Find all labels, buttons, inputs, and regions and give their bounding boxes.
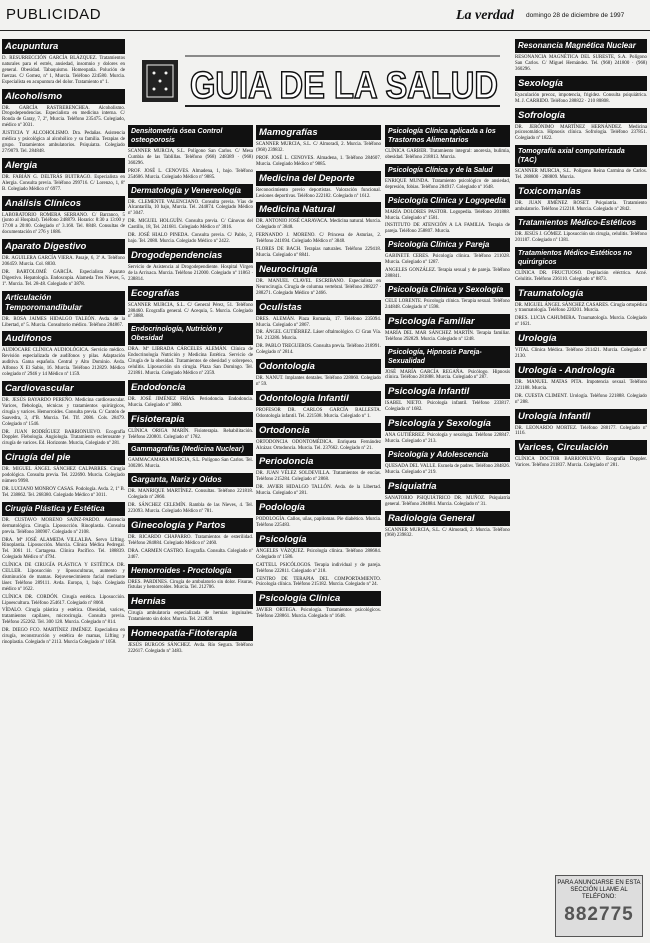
classified-ad: ORTODONCIA ODONTOMÉDICA. Enriqueta Fernández Alcázar. Ortodoncia. Murcia. Tel. 237662. Colegiado nº 21.: [256, 439, 381, 451]
classified-ad: DR. JOSÉ JIMÉNEZ FRÍAS. Periodoncia. Endodoncia. Murcia. Colegiado nº 3880.: [128, 396, 253, 408]
category-heading: Psicología Clínica aplicada a los Trastornos Alimentarios: [385, 125, 510, 147]
category-heading: Aparato Digestivo: [2, 239, 125, 254]
category-heading: Urología: [515, 331, 647, 346]
section-title: PUBLICIDAD: [6, 6, 102, 23]
classified-ad: DRA. CARMEN CASTRO. Ecografía. Consulta. Colegiado nº 2467.: [128, 548, 253, 560]
classified-ad: JAVIER ORTEGA. Psicología. Tratamientos psicológicos. Teléfono 228861. Murcia. Colegiado nº 1648.: [256, 608, 381, 620]
classified-ad: DR. MANUEL CLAVEL ESCRIBANO. Especialista en Neurocirugía. Cirugía de columna vertebral. Teléfono 288227 · 288271. Colegiado Médico nº 2466.: [256, 278, 381, 296]
classified-ad: DR. JUAN VÉLEZ SOLDEVILLA. Tratamientos de encías. Teléfono 215284. Colegiado nº 2868.: [256, 471, 381, 483]
category-heading: Radiología General: [385, 511, 510, 526]
category-heading: Urología Infantil: [515, 409, 647, 424]
classified-ad: Reconocimiento previo deportistas. Valoración funcional. Lesiones deportivas. Teléfono 222182. Colegiado nº 1612.: [256, 187, 381, 199]
classified-ad: GABINETE CERES. Psicología clínica. Teléfono 211028. Murcia. Colegiado nº 1287.: [385, 254, 510, 266]
classified-ad: D. RESURRECCIÓN GARCÍA BLÁZQUEZ. Tratamientos naturales para el estrés, ansiedad, insomnio y dolores en general. Obesidad. Tabaquismo. Homeopatía. Polución de fuerzas. C/ Gomez, nº 1, Murcia. Teléfono 224580. Murcia. Especialista en acupuntura del dolor. Tratamiento nº 1.: [2, 56, 125, 85]
category-heading: Sofrología: [515, 108, 647, 123]
category-heading: Endodoncia: [128, 380, 253, 395]
stamp-text: PARA ANUNCIARSE EN ESTA SECCIÓN LLAME AL TELÉFONO:: [557, 880, 641, 900]
classified-ad: MARÍA DEL MAR SÁNCHEZ MARTÍN. Terapia familiar. Teléfono 292829. Murcia. Colegiado nº 1248.: [385, 330, 510, 342]
classified-ad: DR. MIGUEL ÁNGEL SÁNCHEZ CALPARRES. Cirugía podológica. Consulta previa. Tel. 222690. Murcia. Colegiado número 9998.: [2, 467, 125, 485]
category-heading: Articulación Temporomandibular: [2, 291, 125, 315]
classified-ad: DRES. PARDINES. Cirugía de ambulatorio sin dolor. Fisuras, fístulas y hemorroides. Murcia. Tel. 212706.: [128, 579, 253, 591]
classified-ad: DRA. Mª JOSÉ ALAMEDA VILLALBA. Servo Lifting. Rinoplastia. Liposucción. Murcia. Clínica Médica Pedregal. Tel. 3061 11. Cartagena. Clínica Pacífico. Tel. 188839. Colegiado Médico nº 4794.: [2, 537, 125, 561]
category-heading: Psicología Clínica y Logopedia: [385, 194, 510, 208]
classified-ad: DR. BARTOLOMÉ GARCÍA. Especialista Aparato Digestivo. Hepatología. Endoscopia. Alameda Tres Nieves, 5, 1º. Murcia. Tel. 28-48. Colegiado nº 3878.: [2, 269, 125, 287]
classified-ad: DR. NANUT. Implantes dentales. Teléfono 228060. Colegiado nº 59.: [256, 376, 381, 387]
classified-ad: SANATORIO PSIQUIÁTRICO DR. MUÑOZ. Psiquiatría general. Teléfono 284884. Murcia. Colegiado nº 31.: [385, 495, 510, 507]
classified-ad: DR. CUESTA CLIMENT. Urología. Teléfono 221888. Colegiado nº 288.: [515, 393, 647, 405]
classified-ad: Eyaculación precoz, impotencia, frigidez. Consulta psiquiátrica. M. J. CARRIDO. Teléfono 288822 · 210 80808.: [515, 92, 647, 104]
category-heading: Psicología Clínica y Sexología: [385, 283, 510, 297]
category-heading: Psicología Familiar: [385, 314, 510, 329]
classified-ad: SCANNER MURCIA, S.L. Polígono San Carlos. C/ Mesa Cumbia de las Tablillas. Teléfono (968) 248389 · (968) 360296.: [128, 149, 253, 166]
classified-ad: PROF. JOSÉ L. CENOVES. Almadena, 1. Teléfono 284607. Murcia. Colegiado Médico nº 9885.: [256, 155, 381, 167]
classified-ad: SCANNER MURCIA, S.L. C/ Almoradí, 2. Murcia. Teléfono (968) 239832.: [256, 142, 381, 153]
classified-ad: DR. JUAN RODRÍGUEZ BARRIONUEVO. Ecografía Doppler. Flebología. Angiología. Tratamiento esclerosante y cirugía de varices. Ed. Horizonte. Murcia, Colegiado nº 281.: [2, 429, 125, 447]
newspaper-name: La verdad: [456, 8, 514, 23]
classified-ad: DR. JOSÉ HIALO PINEDA. Consulta previa. C/ Pablo, 2, bajo. Tel. 2080. Murcia. Colegiado Médico nº 2422.: [128, 233, 253, 244]
category-heading: Cirugía Plástica y Estética: [2, 502, 125, 516]
category-heading: Acupuntura: [2, 39, 125, 54]
category-heading: Periodoncia: [256, 454, 381, 469]
classified-ad: Cirugía ambulatoria especializada de hernias inguinales. Tratamiento sin dolor. Murcia. Tel. 212839.: [128, 611, 253, 623]
classified-ad: ANGELES GONZÁLEZ. Terapia sexual y de pareja. Teléfono 288841.: [385, 268, 510, 279]
classified-ad: CLÍNICA DR. FRUCTUOSO. Depilación eléctrica. Acné. Celulitis. Teléfono 236110. Colegiado nº 8873.: [515, 270, 647, 282]
category-heading: Ginecología y Partos: [128, 518, 253, 533]
classified-ad: PODOLOGÍA. Callos, uñas, papilomas. Pie diabético. Murcia. Teléfono 225483.: [256, 517, 381, 528]
classified-ad: DR. LUCIANO MONROY CASAS. Podología. Avda. 2, 1º B. Tel. 238862. Tel. 268380. Colegiado Médico nº 3011.: [2, 486, 125, 498]
classified-ad: ÁNGELES VÁZQUEZ. Psicología clínica. Teléfono 288684. Colegiado nº 1586.: [256, 548, 381, 560]
category-heading: Psicología Clínica y de la Salud: [385, 164, 510, 177]
classified-ad: VITAL Clínica Médica. Teléfono 211421. Murcia. Colegiado nº 2130.: [515, 348, 647, 360]
column-5: [515, 36, 647, 940]
classified-ad: DR. PABLO TREGUEROS. Consulta previa. Teléfono 218991. Colegiado nº 2814.: [256, 344, 381, 356]
category-heading: Psicología Infantil: [385, 384, 510, 399]
classified-ad: CLÍNICA DE CIRUGÍA PLÁSTICA Y ESTÉTICA DR. CELLER. Liposucción y liposuculturas, aumento y disminución de mamas. Rejuvenecimiento facial mediante láser. Teléfono 289111. Avda. Europa, 1, bajo. Colegiado médico nº 1622.: [2, 563, 125, 592]
classified-ad: QUESADA DEL VALLE. Escuela de padres. Teléfono 284826. Murcia. Colegiado nº 219.: [385, 463, 510, 475]
category-heading: Psicología Clínica: [256, 591, 381, 606]
classified-ad: SCANNER MURCIA, S.L. Polígono Reina Carmina de Carlos. Tel. 288800 · 288809. Murcia.: [515, 169, 647, 181]
classified-ad: DR. MIGUEL ÁNGEL SÁNCHEZ CASARES. Cirugía ortopédica y traumatología. Teléfono 220201. Murcia.: [515, 302, 647, 314]
classified-ad: DR. AGUILERA GARCÍA VIERA. Pasaje, 6, 3º A. Teléfono 206459. Murcia. Col. 8830.: [2, 256, 125, 268]
classified-ad: INSTITUTO DE ATENCIÓN A LA FAMILIA. Terapia de pareja. Teléfono 258807. Murcia.: [385, 223, 510, 235]
classified-ad: DR. RICARDO CHAPARRO. Tratamientos de esterilidad. Teléfono 284884. Colegiado Médico nº 2460.: [128, 534, 253, 546]
classified-ad: CENTRO DE TERAPIA DEL COMPORTAMIENTO. Psicología clínica. Teléfono 215182. Murcia. Colegiado nº 24.: [256, 576, 381, 588]
category-heading: Densitometría ósea Control osteoporosis: [128, 125, 253, 147]
advertise-stamp: [555, 875, 643, 937]
category-heading: Hernias: [128, 594, 253, 609]
classified-ad: ENRIQUE MUNDA. Tratamiento psicológico de ansiedad, depresión, fobias. Teléfono 284917. Colegiado nº 1648.: [385, 178, 510, 190]
classified-ad: DRA. Mª LIBRADA CÁRCELES ALEMÁN. Clínica de Endocrinología Nutrición y Medicina Estética. Servicio de Cirugía de la obesidad. Tratamientos de obesidad y sobrepeso, celulitis. Liposucción sin cirugía. Plaza San Domingo. Tel. 221861. Murcia. Colegiado Médico nº 2359.: [128, 347, 253, 376]
classified-ad: JUSTICIA Y ALCOHOLISMO. Dra. Pedañas. Asistencia médica y psicológica al alcohólico y su familia. Terapias de grupo. Tratamientos ambulatorios. Psiquiatra. Colegiado 27/9079. Tel. 284848.: [2, 131, 125, 154]
classified-ad: MARÍA DOLORES PASTOR. Logopedia. Teléfono 201888. Murcia. Colegiado nº 1581.: [385, 209, 510, 221]
category-heading: Psicología y Sexología: [385, 416, 510, 431]
classified-ad: DR. JAVIER HIDALGO TALLÓN. Avda. de la Libertad. Murcia. Colegiado nº 281.: [256, 485, 381, 497]
category-heading: Psicología Clínica y Pareja: [385, 238, 510, 252]
category-heading: Ecografías: [128, 286, 253, 301]
category-heading: Resonancia Magnética Nuclear: [515, 39, 647, 53]
category-heading: Garganta, Nariz y Oídos: [128, 473, 253, 487]
category-heading: Cardiovascular: [2, 381, 125, 396]
classified-ad: CLÍNICA ORIGA MARÍN. Fisioterapia. Rehabilitación. Teléfono 220801. Colegiado nº 1782.: [128, 428, 253, 440]
classified-ad: RESONANCIA MAGNÉTICA DEL SURESTE, S.A. Polígono San Carlos. C/ Miguel Hernández. Tel. (968) 241800 · (968) 360296.: [515, 55, 647, 72]
category-heading: Homeopatía-Fitoterapia: [128, 626, 253, 641]
classified-ad: JOSÉ MARÍA GARCÍA REGAÑA. Psicólogo. Hipnosis clínica. Teléfono 281888. Murcia. Colegiado nº 287.: [385, 369, 510, 381]
classified-ad: DR. CUSTAVO MORENO SAINZ-PARDO. Asistencia dermatológica. Cirugía. Liposucción. Rinoplastia. Consulta previa. Teléfono 380907. Colegiado nº 2108.: [2, 517, 125, 535]
classified-ad: DR. GARCÍA RASTRERENCHEA. Alcoholismo. Drogodependencias. Especialista en medicina interna. C/ Ronda de Garay, 7, 2º, Murcia. Teléfono 235475. Colegiado, médico nº 3031.: [2, 105, 125, 129]
category-heading: Podología: [256, 500, 381, 515]
category-heading: Tomografía axial computerizada (TAC): [515, 145, 647, 167]
classified-ad: DRES. LUCIA CAHUMERA. Traumatología. Murcia. Colegiado nº 1621.: [515, 316, 647, 328]
classified-ad: PROFESOR DR. CARLOS GARCÍA BALLESTA. Odontología infantil. Tel. 221508. Murcia. Colegiado nº 1.: [256, 407, 381, 419]
classified-ad: FLORES DE BACH. Terapias naturales. Teléfono 229418. Murcia. Colegiado nº 8841.: [256, 247, 381, 258]
category-heading: Hemorroides - Proctología: [128, 564, 253, 578]
column-4: [385, 122, 510, 940]
classified-ad: GAMMACAMARA MURCIA, S.L. Polígono San Carlos. Tel. 300206. Murcia.: [128, 458, 253, 470]
category-heading: Sexología: [515, 76, 647, 91]
classified-ad: DR. JERÓNIMO MARTÍNEZ HERNÁNDEZ. Medicina psicosomática. Hipnosis clínica. Sofrología. Teléfono 237851. Colegiado nº 1822.: [515, 124, 647, 142]
classified-ad: ISABEL NIETO. Psicología infantil. Teléfono 233817. Colegiado nº 1682.: [385, 401, 510, 413]
category-heading: Tratamientos Médico-Estéticos no quirúrgicos: [515, 247, 647, 269]
classified-ad: JESÚS BURGOS SÁNCHEZ. Avda. Río Segura. Teléfono 222617. Colegiado nº 3483.: [128, 643, 253, 655]
classified-ad: SCANNER MURCIA, S.L. C/ Almoradí, 2. Murcia. Teléfono (968) 239832.: [385, 527, 510, 539]
category-heading: Alcoholismo: [2, 89, 125, 104]
classified-ad: DR. ROSA JAIMES HIDALGO TALEÓN. Avda. de la Libertad, nº 5. Murcia. Consultorio médico. Teléfono 284867.: [2, 316, 125, 328]
category-heading: Dermatología y Venereología: [128, 184, 253, 198]
column-1: [2, 36, 125, 940]
column-3: [256, 122, 381, 940]
category-heading: Psicología: [256, 532, 381, 547]
category-heading: Drogodependencias: [128, 248, 253, 263]
category-heading: Fisioterapia: [128, 412, 253, 427]
classified-ad: CLÍNICA DR. CORDÓN. Cirugía estética. Liposucción. Lipoescultura. Teléfono 254617. Colegiado nº 8060.: [2, 594, 125, 606]
classified-ad: DR. LEONARDO MORTEZ. Teléfono 288177. Colegiado nº 1116.: [515, 425, 647, 437]
classified-ad: DR. MANRIQUE MARTÍNEZ. Consultas. Teléfono 221818. Colegiado nº 2860.: [128, 489, 253, 501]
classified-ad: CATTELL PSICÓLOGOS. Terapia individual y de pareja. Teléfono 222811. Colegiado nº 218.: [256, 562, 381, 574]
category-heading: Gammagrafías (Medicina Nuclear): [128, 443, 253, 456]
classified-ad: DR. FABIÁN G. DELTRÁS BUITRAGO. Especialista en Alergia. Consulta previa. Teléfono 299716. C/ Lorenzo, 1, 8º B. Colegiado Médico nº 6977.: [2, 174, 125, 192]
category-heading: Odontología Infantil: [256, 391, 381, 406]
category-heading: Ortodoncia: [256, 423, 381, 438]
category-heading: Medicina del Deporte: [256, 171, 381, 186]
category-heading: Medicina Natural: [256, 202, 381, 217]
classified-ad: CLÍNICA DOCTOR BARRIONUEVO. Ecografía Doppler. Varices. Teléfono 211837. Murcia. Colegiado nº 281.: [515, 457, 647, 469]
classified-ad: DR. CLEMENTE VALENCIANO. Consulta previa. Vías de Alcantarilla, 10 bajo, Murcia. Tel. 244874. Colegiado Médico nº 3047.: [128, 199, 253, 217]
classified-ad: DRES. ALEMÁN. Plaza Romanía, 17. Teléfono 235094. Murcia. Colegiado nº 2867.: [256, 316, 381, 328]
classified-ad: AUDIOCARE CLÍNICA AUDIOLÓGICA. Servicio médico. Revisión especializada de audífonos y pilas. Adaptación auditiva. Gama española. Central y Alto Dominio. Avda. Alfonso X El Sabio, 16. Murcia. Teléfono 212829. Médico colegiado nº 2946 y 14 Médico nº 1159.: [2, 348, 125, 378]
classified-ad: DR. SÁNCHEZ CELEMÍN. Rambla de las Nieves, 4. Tel. 223093. Murcia. Colegiado Médico nº 781.: [128, 503, 253, 514]
banner-title: GUIA DE LA SALUD: [190, 65, 498, 107]
classified-ad: DR. JESÚS J. GÓMEZ. Liposucción sin cirugía, celulitis. Teléfono 201187. Colegiado nº 1381.: [515, 231, 647, 243]
guia-salud-banner: [130, 44, 510, 118]
category-heading: Psicología, Hipnosis Pareja-Sexualidad: [385, 346, 510, 368]
category-heading: Psicología y Adolescencia: [385, 448, 510, 462]
category-heading: Varices, Circulación: [515, 440, 647, 455]
classified-ad: Servicio de Asistencia al Drogodependiente. Hospital Vírgen de la Arrixaca. Murcia. Teléfono 212000. Colegiado nº 11863 · 238814.: [128, 264, 253, 282]
classified-ad: DR. MIGUEL HOLGUÍN. Consulta previa. C/ Cánovas del Castillo, 18, Tel. 241681. Colegiado Médico nº 3016.: [128, 219, 253, 231]
column-2: [128, 122, 253, 940]
issue-date: domingo 28 de diciembre de 1997: [526, 12, 625, 19]
category-heading: Urología - Andrología: [515, 363, 647, 378]
classified-ad: DR. ANTONIO JOSÉ CARAVACA. Medicina natural. Murcia. Colegiado nº 3848.: [256, 219, 381, 231]
page-header: [0, 0, 650, 31]
classified-ad: DR. MANUEL MATAS PITA. Impotencia sexual. Teléfono 221188. Murcia.: [515, 379, 647, 391]
classified-ad: VÍDALO. Cirugía plástica y estética. Obesidad, varices, tratamientos capilares, microcirugía. Consulta previa. Teléfono 252262. Tel. 300 128. Murcia. Colegiado nº 814.: [2, 608, 125, 626]
category-heading: Endocrinología, Nutrición y Obesidad: [128, 323, 253, 345]
category-heading: Tratamientos Médico-Estéticos: [515, 216, 647, 230]
classified-ad: FERNANDO J. MORENO. C/ Princesa de Asturias, 2. Teléfono 241694. Colegiado Médico nº 3848.: [256, 233, 381, 245]
classified-ad: CLÍNICA GARBER. Tratamiento integral: anorexia, bulimia, obesidad. Teléfono 218813. Murcia.: [385, 149, 510, 160]
category-heading: Toxicomanías: [515, 184, 647, 199]
category-heading: Cirugía del pie: [2, 450, 125, 465]
classified-ad: DR. JUAN JIMÉNEZ ROSET. Psiquiatría. Tratamiento ambulatorio. Teléfono 212218. Murcia. Colegiado nº 2842.: [515, 201, 647, 212]
classified-ad: SCANNER MURCIA, S.L. C/ General Pérez, 51. Teléfono 288460. Ecografía general. C/ Acequia, 5. Murcia. Colegiado nº 3888.: [128, 302, 253, 320]
category-heading: Oculistas: [256, 300, 381, 315]
category-heading: Mamografías: [256, 125, 381, 140]
category-heading: Alergia: [2, 158, 125, 173]
classified-ad: DR. ÁNGEL GUTIÉRREZ. Láser oftalmológico. C/ Gran Vía. Tel. 213286. Murcia.: [256, 330, 381, 342]
classified-ad: ANA GUTIÉRREZ. Psicología y sexología. Teléfono 228847. Murcia. Colegiado nº 213.: [385, 433, 510, 445]
category-heading: Neurocirugía: [256, 262, 381, 277]
classified-ad: DR. JESÚS BAYARDO PEREÑO. Medicina cardiovascular. Varices, flebología, técnicas y tratamientos quirúrgicos, cirugía y varices. Hemorroides. Consulta previa. C/ Cantón de Saavedra, 3, 4ºB. Murcia. Tel. Tlf. 2086. Cols. 28479. Colegiado nº 1546.: [2, 398, 125, 427]
category-heading: Traumatología: [515, 286, 647, 301]
category-heading: Psiquiatría: [385, 479, 510, 494]
category-heading: Audífonos: [2, 331, 125, 346]
classified-ad: DR. DIEGO FCO. MARTÍNEZ JIMÉNEZ. Especialista en cirugía, reconstrucción y estética de mamas, Lifting y rinoplastia. Colegiado nº 2113. Murcia Colegiado nº 1058.: [2, 628, 125, 645]
classified-ad: CELE LORENTE. Psicología clínica. Terapia sexual. Teléfono 244848. Colegiado nº 1598.: [385, 298, 510, 310]
classified-ad: LABORATORIO ROMERA SERRANO. C/ Barranco, 5 (junto al Hospital). Teléfono 248879. Horario: 8:30 a 13:00 y 17:00 a 20:00. Colegiado nº 3.160. Tel. 8848. Consultas de documentación nº 276 y 1886.: [2, 212, 125, 236]
classified-ad: PROF. JOSÉ L. CENOVES. Almadena, 1, bajo. Teléfono 254606. Murcia. Colegiado Médico nº 9885.: [128, 168, 253, 180]
stamp-phone: 882775: [564, 904, 634, 925]
category-heading: Odontología: [256, 359, 381, 374]
category-heading: Análisis Clínicos: [2, 196, 125, 211]
